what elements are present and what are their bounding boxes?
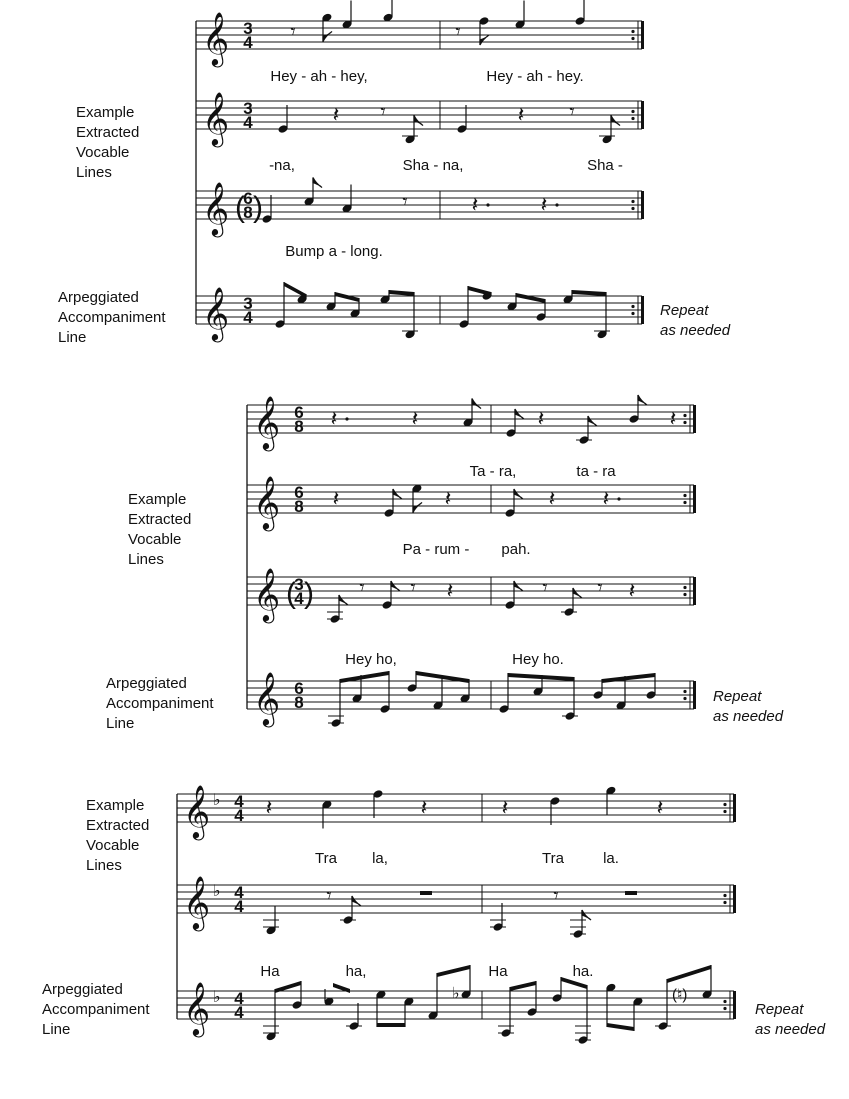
treble-clef-icon: 𝄞	[202, 287, 230, 339]
rhythm-dot	[683, 494, 686, 497]
quarter-rest-icon: 𝄽	[265, 795, 273, 820]
treble-clef-icon: 𝄞	[183, 785, 211, 837]
time-signature-paren: (	[286, 577, 296, 610]
quarter-rest-icon: 𝄽	[656, 795, 664, 820]
note-flag	[582, 910, 591, 920]
lyric-text: Bump a - long.	[285, 243, 383, 260]
rhythm-dot	[683, 421, 686, 424]
rhythm-dot	[345, 417, 348, 420]
time-signature-denominator: 4	[243, 33, 253, 52]
time-signature-numerator: 4	[234, 792, 244, 811]
time-signature-numerator: 6	[243, 189, 253, 208]
rhythm-dot	[555, 203, 558, 206]
final-barline	[693, 681, 696, 709]
time-signature-numerator: 4	[234, 989, 244, 1008]
time-signature-denominator: 8	[243, 203, 253, 222]
lyric-text: Sha -	[587, 157, 623, 174]
time-signature-paren: )	[304, 577, 314, 610]
repeat-note-3: Repeat as needed	[755, 1001, 826, 1038]
note-flag	[393, 489, 402, 499]
lyric-text: Hey ho,	[345, 651, 397, 668]
final-barline	[641, 21, 644, 49]
whole-rest-icon	[420, 891, 432, 895]
note-flag	[515, 409, 524, 419]
note-beam	[607, 1023, 634, 1031]
rhythm-dot	[723, 810, 726, 813]
quarter-rest-icon: 𝄽	[540, 192, 548, 217]
note-beam	[377, 1023, 405, 1027]
quarter-rest-icon: 𝄽	[411, 406, 419, 431]
treble-clef-icon: 𝄞	[202, 92, 230, 144]
lyric-text: Ta - ra,	[469, 463, 517, 480]
note-flag	[588, 416, 597, 426]
quarter-rest-icon: 𝄽	[330, 406, 338, 431]
time-signature-numerator: 6	[294, 483, 304, 502]
note-beam	[468, 286, 491, 296]
eighth-rest-icon: 𝄾	[542, 577, 548, 599]
quarter-rest-icon: 𝄽	[332, 486, 340, 511]
lyric-text: la.	[603, 850, 619, 867]
quarter-rest-icon: 𝄽	[669, 406, 677, 431]
rhythm-dot	[723, 1007, 726, 1010]
rhythm-dot	[631, 305, 634, 308]
final-barline	[641, 296, 644, 324]
treble-clef-icon: 𝄞	[183, 982, 211, 1034]
time-signature-paren: (	[235, 191, 245, 224]
rhythm-dot	[631, 30, 634, 33]
rhythm-dot	[683, 414, 686, 417]
eighth-rest-icon: 𝄾	[359, 577, 365, 599]
rhythm-dot	[683, 501, 686, 504]
note-beam	[516, 293, 545, 303]
note-flag	[480, 35, 489, 45]
note-flag	[323, 32, 332, 42]
whole-rest-icon	[625, 891, 637, 895]
treble-clef-icon: 𝄞	[253, 568, 281, 620]
note-beam	[335, 292, 359, 302]
time-signature-numerator: 3	[243, 294, 253, 313]
flat-icon: ♭	[213, 989, 221, 1006]
lyric-text: pah.	[501, 541, 531, 558]
rhythm-dot	[683, 586, 686, 589]
quarter-rest-icon: 𝄽	[420, 795, 428, 820]
lyric-text: Hey - ah - hey.	[486, 68, 584, 85]
rhythm-dot	[631, 110, 634, 113]
rhythm-dot	[486, 203, 489, 206]
lyric-text: ta - ra	[576, 463, 616, 480]
note-flag	[352, 896, 361, 906]
note-flag	[413, 503, 422, 513]
final-barline	[733, 885, 736, 913]
lyric-text: Sha - na,	[402, 157, 464, 174]
rhythm-dot	[683, 690, 686, 693]
treble-clef-icon: 𝄞	[253, 672, 281, 724]
note-flag	[472, 399, 481, 409]
rhythm-dot	[617, 497, 620, 500]
time-signature-denominator: 4	[234, 897, 244, 916]
note-flag	[638, 395, 647, 405]
lyric-text: -na,	[269, 157, 295, 174]
time-signature-denominator: 8	[294, 497, 304, 516]
time-signature-paren: )	[253, 191, 263, 224]
note-flag	[573, 588, 582, 598]
rhythm-dot	[631, 312, 634, 315]
lyric-text: Hey - ah - hey,	[270, 68, 368, 85]
flat-icon: ♭	[213, 883, 221, 900]
quarter-rest-icon: 𝄽	[628, 578, 636, 603]
final-barline	[693, 577, 696, 605]
note-beam	[437, 965, 470, 977]
note-beam	[508, 673, 574, 681]
eighth-rest-icon: 𝄾	[380, 101, 386, 123]
flat-icon: ♭	[452, 985, 460, 1003]
final-barline	[733, 991, 736, 1019]
note-beam	[510, 981, 536, 991]
treble-clef-icon: 𝄞	[202, 182, 230, 234]
vocable-label-2: Example Extracted Vocable Lines	[128, 491, 192, 568]
accomp-label-3: Arpeggiated Accompaniment Line	[42, 981, 150, 1038]
lyric-text: ha,	[345, 963, 367, 980]
treble-clef-icon: 𝄞	[253, 476, 281, 528]
note-beam	[325, 989, 358, 997]
lyric-text: la,	[372, 850, 388, 867]
eighth-rest-icon: 𝄾	[402, 191, 408, 213]
final-barline	[733, 794, 736, 822]
time-signature-numerator: 6	[294, 679, 304, 698]
time-signature-denominator: 4	[243, 113, 253, 132]
rhythm-dot	[631, 207, 634, 210]
note-flag	[391, 581, 400, 591]
time-signature-denominator: 8	[294, 417, 304, 436]
quarter-rest-icon: 𝄽	[548, 486, 556, 511]
eighth-rest-icon: 𝄾	[553, 885, 559, 907]
time-signature-denominator: 8	[294, 693, 304, 712]
quarter-rest-icon: 𝄽	[332, 102, 340, 127]
note-flag	[514, 489, 523, 499]
eighth-rest-icon: 𝄾	[455, 21, 461, 43]
note-beam	[667, 965, 711, 983]
eighth-rest-icon: 𝄾	[597, 577, 603, 599]
vocable-label-3: Example Extracted Vocable Lines	[86, 797, 150, 874]
treble-clef-icon: 𝄞	[253, 396, 281, 448]
lyric-text: Ha	[488, 963, 508, 980]
lyric-text: Ha	[260, 963, 280, 980]
lyric-text: Tra	[315, 850, 337, 867]
final-barline	[693, 405, 696, 433]
rhythm-dot	[723, 901, 726, 904]
eighth-rest-icon: 𝄾	[290, 21, 296, 43]
rhythm-dot	[631, 37, 634, 40]
vocable-label-1: Example Extracted Vocable Lines	[76, 104, 140, 181]
lyric-text: Hey ho.	[512, 651, 564, 668]
time-signature-denominator: 4	[243, 308, 253, 327]
repeat-note-2: Repeat as needed	[713, 688, 784, 725]
rhythm-dot	[631, 200, 634, 203]
repeat-note-1: Repeat as needed	[660, 302, 731, 339]
quarter-rest-icon: 𝄽	[444, 486, 452, 511]
quarter-rest-icon: 𝄽	[446, 578, 454, 603]
note-flag	[414, 116, 423, 126]
lyric-text: ha.	[572, 963, 594, 980]
treble-clef-icon: 𝄞	[183, 876, 211, 928]
note-beam	[389, 290, 414, 296]
quarter-rest-icon: 𝄽	[602, 486, 610, 511]
accomp-label-1: Arpeggiated Accompaniment Line	[58, 289, 166, 346]
lyric-text: Tra	[542, 850, 564, 867]
note-flag	[514, 581, 523, 591]
note-flag	[313, 178, 322, 188]
time-signature-numerator: 3	[243, 19, 253, 38]
rhythm-dot	[631, 117, 634, 120]
final-barline	[641, 191, 644, 219]
note-flag	[339, 595, 348, 605]
quarter-rest-icon: 𝄽	[471, 192, 479, 217]
quarter-rest-icon: 𝄽	[501, 795, 509, 820]
quarter-rest-icon: 𝄽	[517, 102, 525, 127]
time-signature-numerator: 4	[234, 883, 244, 902]
treble-clef-icon: 𝄞	[202, 12, 230, 64]
lyric-text: Pa - rum -	[402, 541, 470, 558]
final-barline	[641, 101, 644, 129]
time-signature-numerator: 3	[294, 575, 304, 594]
time-signature-denominator: 4	[234, 1003, 244, 1022]
time-signature-denominator: 4	[234, 806, 244, 825]
note-flag	[611, 116, 620, 126]
flat-icon: ♭	[213, 792, 221, 809]
rhythm-dot	[683, 593, 686, 596]
rhythm-dot	[723, 803, 726, 806]
note-beam	[572, 290, 606, 296]
rhythm-dot	[683, 697, 686, 700]
natural-paren-icon: (♮)	[672, 986, 688, 1004]
time-signature-numerator: 6	[294, 403, 304, 422]
final-barline	[693, 485, 696, 513]
quarter-rest-icon: 𝄽	[537, 406, 545, 431]
rhythm-dot	[723, 894, 726, 897]
time-signature-denominator: 4	[294, 589, 304, 608]
eighth-rest-icon: 𝄾	[410, 577, 416, 599]
eighth-rest-icon: 𝄾	[569, 101, 575, 123]
rhythm-dot	[723, 1000, 726, 1003]
eighth-rest-icon: 𝄾	[326, 885, 332, 907]
time-signature-numerator: 3	[243, 99, 253, 118]
accomp-label-2: Arpeggiated Accompaniment Line	[106, 675, 214, 732]
